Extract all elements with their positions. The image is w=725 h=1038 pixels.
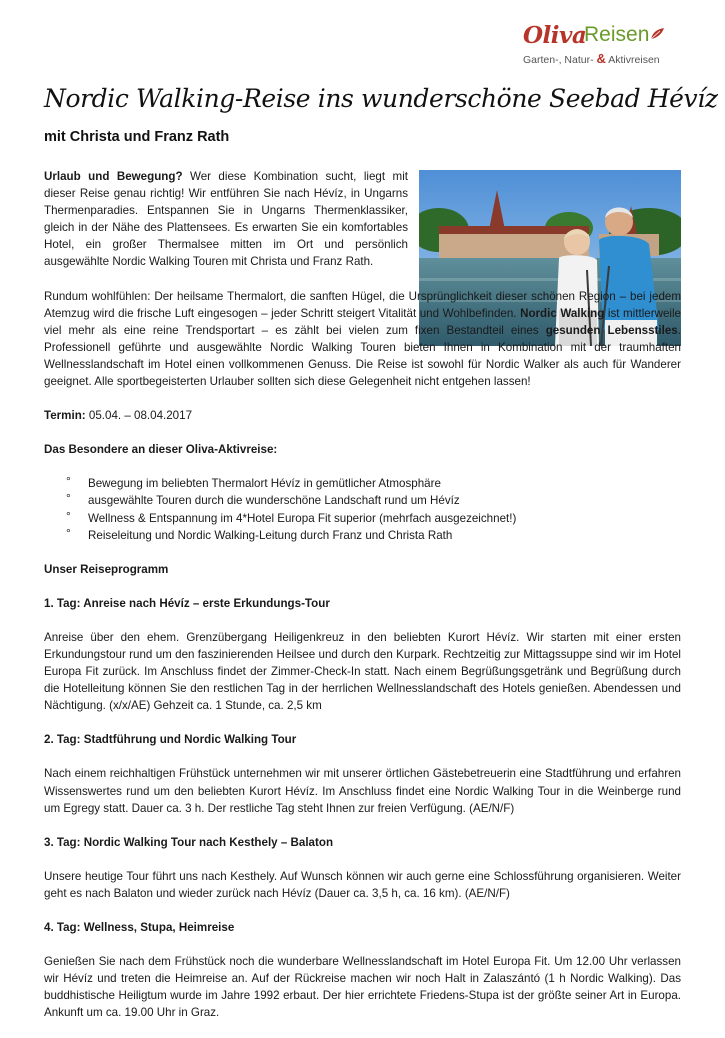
termin-line: Termin: 05.04. – 08.04.2017 xyxy=(44,409,193,423)
day-4-text: Genießen Sie nach dem Frühstück noch die wunderbare Wellnesslandschaft im Hotel Europa Fit. Um 12.00 Uhr verlassen wir Hévíz und treten die Heimreise an. Auf der Rückreise machen wir noch Halt in Zalaszántó (1 h Nordic Walking). Das buddhistische Heiligtum wurde im Jahre 1992 erbaut. Der hier errichtete Friedens-Stupa ist der größte seiner Art in Europa. Ankunft um ca. 19.00 Uhr in Graz. xyxy=(44,955,681,1020)
intro-paragraph: Urlaub und Bewegung? Wer diese Kombination sucht, liegt mit dieser Reise genau richtig! Wir entführen Sie nach Hévíz, in Ungarns Thermenparadies. Entspannen Sie in Ungarns Thermenklassiker, gleich in der Nähe des Plattensees. Es erwarten Sie ein komfortables Hotel, ein großer Thermalsee mitten im Ort und persönlich ausgewählte Nordic Walking Touren mit Christa und Franz Rath. xyxy=(44,170,408,269)
logo-tagline: Garten-, Natur- & Aktivreisen xyxy=(523,51,660,66)
intro-paragraph-2: Rundum wohlfühlen: Der heilsame Thermalort, die sanften Hügel, die Ursprünglichkeit dieser schönen Region – bei jedem Atemzug wird die frische Luft eingesogen – jeder Schritt steigert Vitalität und Wohlbefinden. Nordic Walking ist mittlerweile viel mehr als eine reine Trendsportart – es zählt bei vielen zum fixen Bestandteil eines gesunden Lebensstiles. Professionell geführte und ausgewählte Nordic Walking Touren bieten Ihnen in Kombination mit der traumhaften Wellnesslandschaft im Hotel einen vollkommenen Genuss. Die Reise ist sowohl für Nordic Walker als auch für Wanderer geeignet. Alle sportbegeisterten Urlauber sollten sich diese Gelegenheit nicht entgehen lassen! xyxy=(44,289,682,389)
day-2-text: Nach einem reichhaltigen Frühstück unternehmen wir mit unserer örtlichen Gästebetreuerin eine Stadtführung und erfahren Wissenswertes rund um den beliebten Kurort Hévíz. Im Anschluss findet eine Nordic Walking Tour in die Weinberge rund um Egregy statt. Dauer ca. 3 h. Der restliche Tag steht Ihnen zur freien Verfügung. (AE/N/F) xyxy=(44,767,681,815)
list-item: ° Reiseleitung und Nordic Walking-Leitung durch Franz und Christa Rath xyxy=(88,527,681,544)
day-4-title: 4. Tag: Wellness, Stupa, Heimreise xyxy=(44,921,235,934)
logo-word: Reisen xyxy=(584,23,650,46)
leaf-icon xyxy=(649,27,665,41)
logo-script: Oliva xyxy=(523,22,587,49)
list-item: ° Bewegung im beliebten Thermalort Hévíz in gemütlicher Atmosphäre xyxy=(88,475,681,492)
day-2-title: 2. Tag: Stadtführung und Nordic Walking Tour xyxy=(44,733,297,747)
programm-heading: Unser Reiseprogramm xyxy=(44,562,169,576)
day-3-title: 3. Tag: Nordic Walking Tour nach Kesthely – Balaton xyxy=(44,835,334,849)
page-subtitle: mit Christa und Franz Rath xyxy=(44,129,230,145)
page-title: Nordic Walking-Reise ins wunderschöne Seebad Hévíz xyxy=(44,84,718,113)
list-item: ° Wellness & Entspannung im 4*Hotel Europa Fit superior (mehrfach ausgezeichnet!) xyxy=(88,510,681,527)
day-3-text: Unsere heutige Tour führt uns nach Kesthely. Auf Wunsch können wir auch gerne eine Schlossführung organisieren. Weiter geht es nach Balaton und wieder zurück nach Hévíz (Dauer ca. 3,5 h, ca. 16 km). (AE/N/F) xyxy=(44,869,681,900)
besonderes-heading: Das Besondere an dieser Oliva-Aktivreise: xyxy=(44,443,278,457)
day-1-text: Anreise über den ehem. Grenzübergang Heiligenkreuz in den beliebten Kurort Hévíz. Wir starten mit einer ersten Erkundungstour rund um den faszinierenden Heilsee und durch den Kurpark. Rechtzeitig zur Mittagssuppe sind wir im Hotel Europa Fit zurück. Im Anschluss findet der Zimmer-Check-In statt. Nach einem Begrüßungsgetränk und Begrüßung durch die Hotelleitung können Sie den restlichen Tag in der herrlichen Wellnesslandschaft des Hotels genießen. Abendessen und Nächtigung. (x/x/AE) Gehzeit ca. 1 Stunde, ca. 2,5 km xyxy=(44,630,681,713)
besonderes-list xyxy=(44,475,681,543)
day-1-title: 1. Tag: Anreise nach Hévíz – erste Erkundungs-Tour xyxy=(44,596,330,610)
list-item: ° ausgewählte Touren durch die wunderschöne Landschaft rund um Hévíz xyxy=(88,492,681,509)
document-body xyxy=(44,168,681,1038)
oliva-reisen-logo xyxy=(523,22,673,66)
